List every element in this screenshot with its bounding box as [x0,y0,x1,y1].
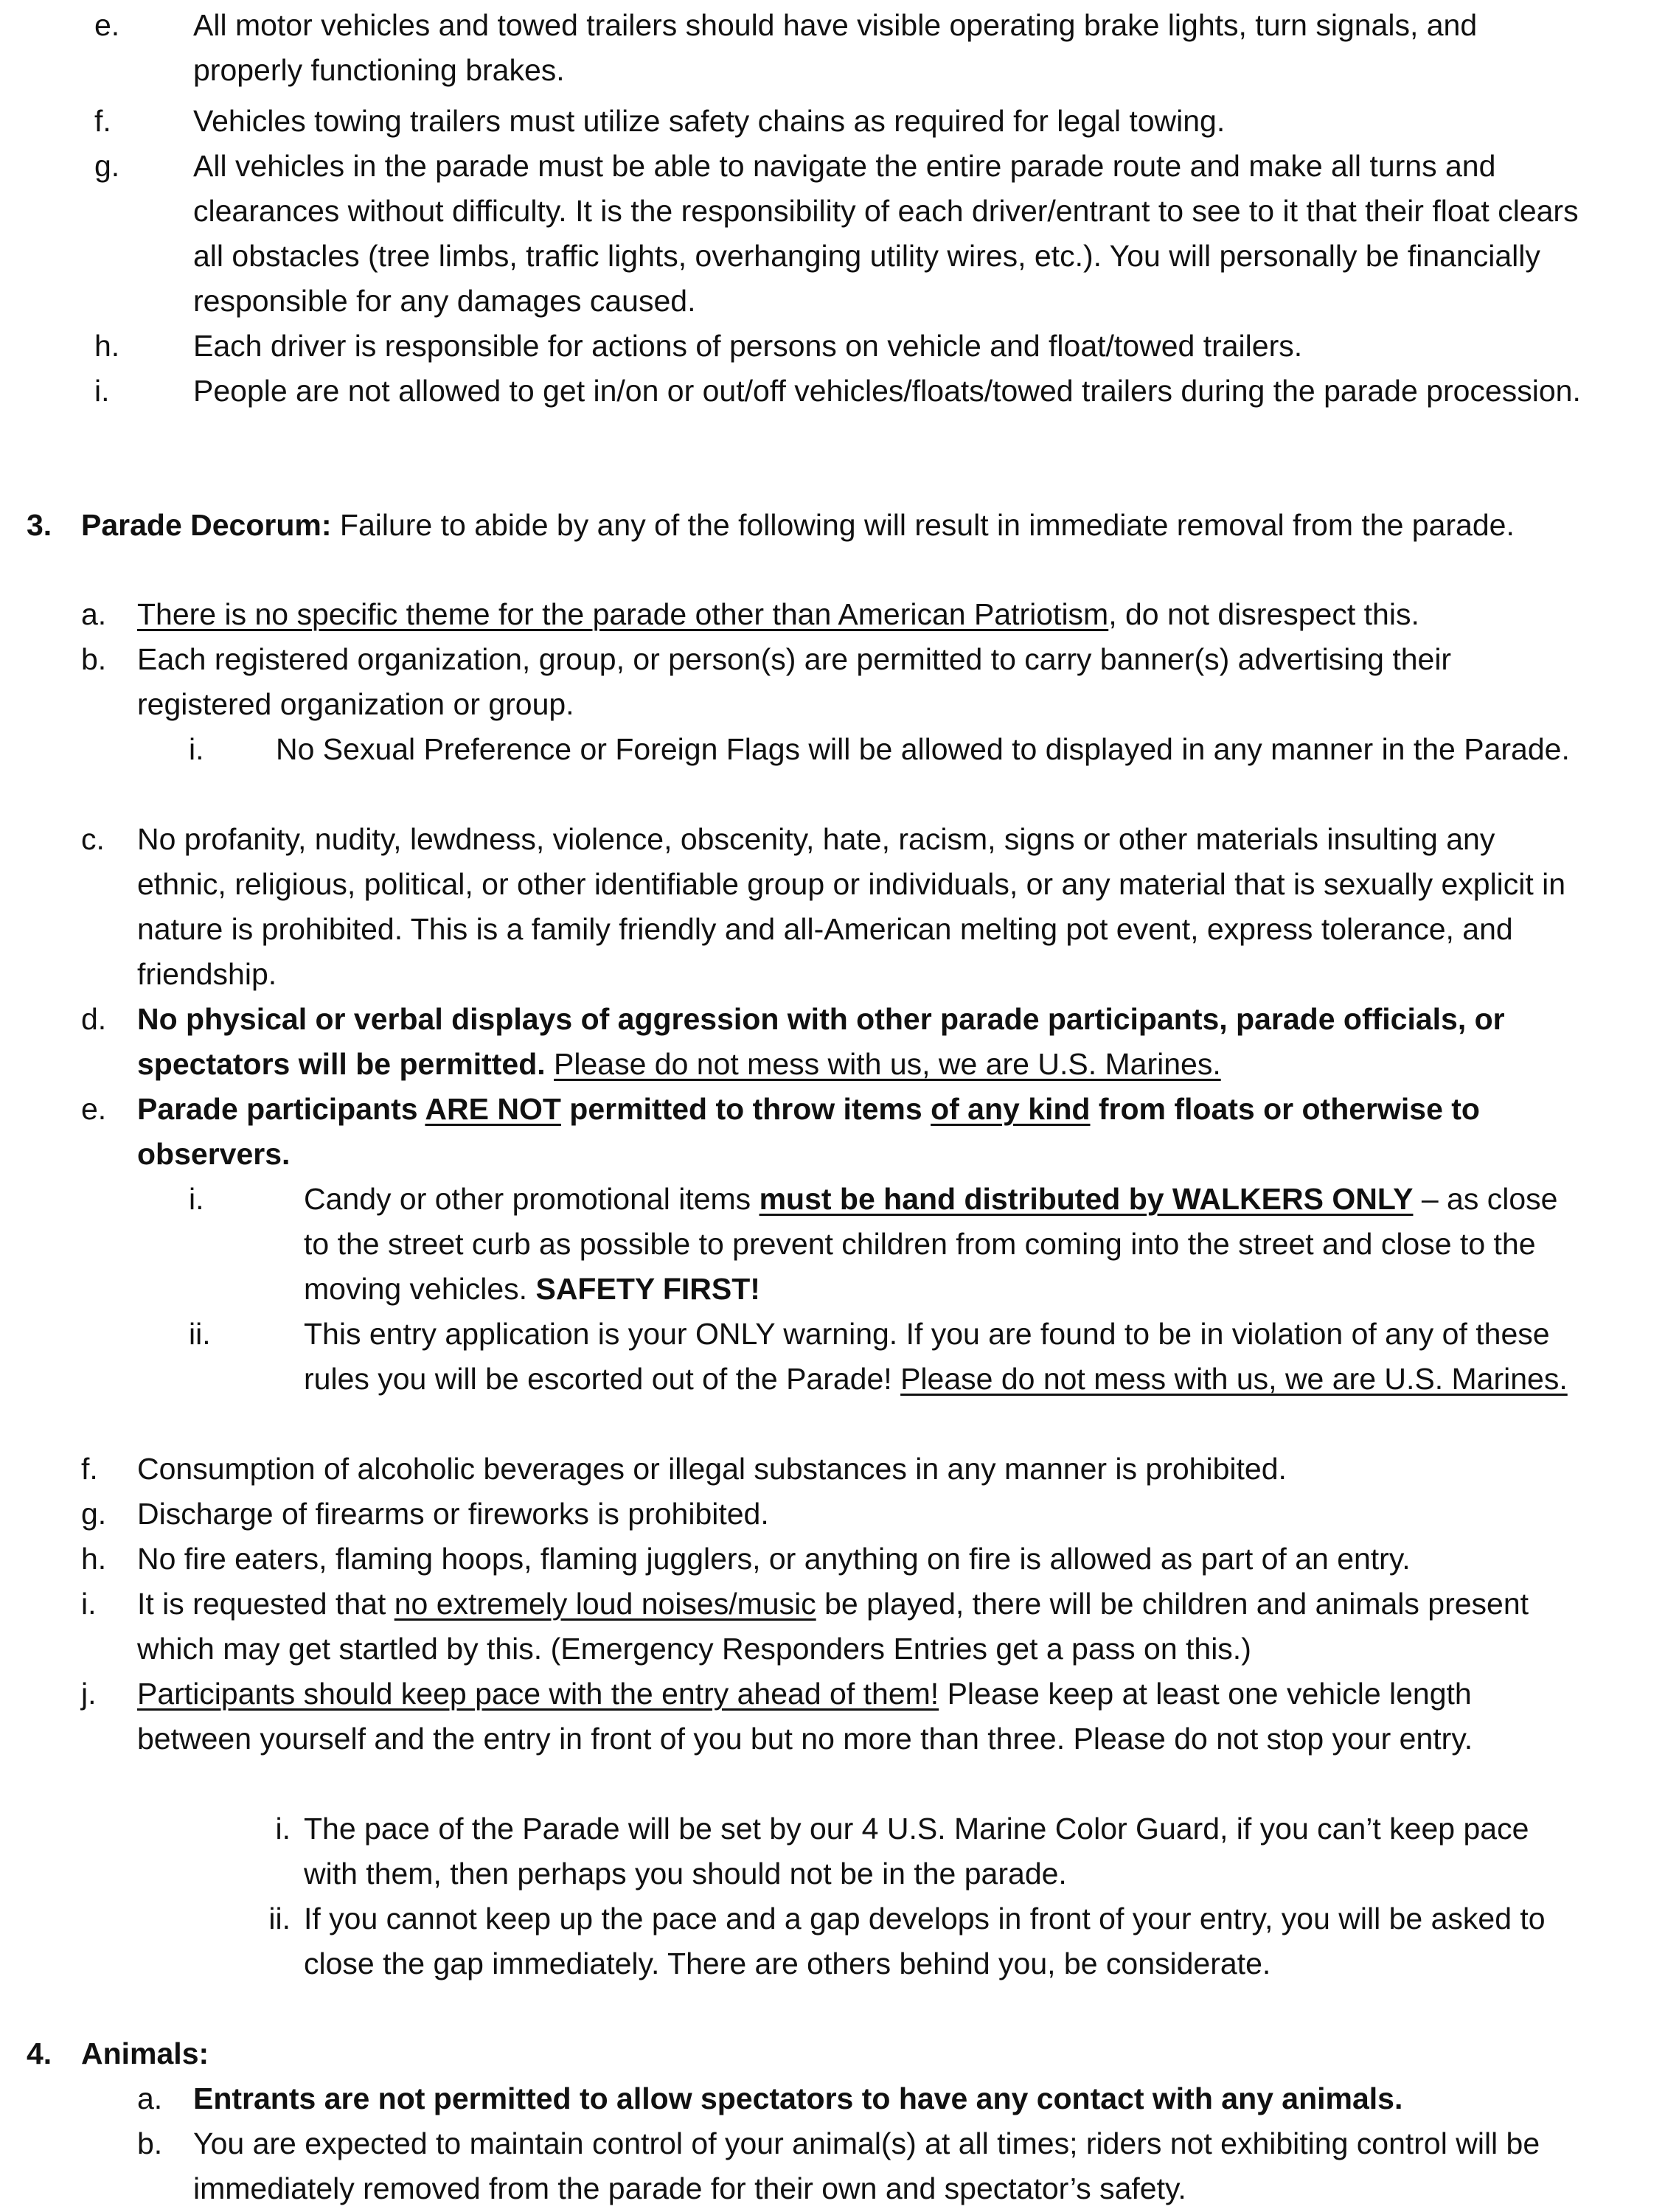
item-marker: h. [81,1542,107,1576]
item-marker: i. [275,1812,291,1846]
item-text: Candy or other promotional items [304,1182,759,1216]
item-text: It is requested that [137,1587,394,1621]
list-item [94,3,1584,93]
item-marker: j. [81,1677,97,1711]
item-text: – as close to the street curb as possible to prevent children from coming into the street and close to the moving vehicles. [304,1182,1558,1306]
underlined-text: Participants should keep pace with the entry ahead of them! [137,1677,939,1711]
section-title: Parade Decorum: [81,508,332,542]
bold-text: from floats or otherwise to observers. [137,1092,1480,1171]
list-item [81,1672,1584,1761]
list-item [81,1537,1584,1582]
item-text: No profanity, nudity, lewdness, violence, obscenity, hate, racism, signs or other materials insulting any ethnic, religious, political, or other identifiable group or individuals, or any material that is sexually explicit in nature is prohibited. This is a family friendly and all-American melting pot event, express tolerance, and friendship. [137,822,1566,991]
section-4-heading [27,2031,1584,2076]
item-text: The pace of the Parade will be set by our 4 U.S. Marine Color Guard, if you can’t keep pace with them, then perhaps you should not be in the parade. [304,1812,1529,1891]
item-marker: b. [81,642,107,676]
item-marker: i. [189,1182,204,1216]
item-marker: i. [189,732,204,766]
section-number: 3. [27,508,52,542]
item-marker: g. [81,1497,107,1531]
section-intro: Failure to abide by any of the following will result in immediate removal from the parade. [331,508,1515,542]
list-item [81,1087,1584,1177]
bold-text: SAFETY FIRST! [535,1272,760,1306]
item-marker: a. [81,597,107,631]
underlined-text: Please do not mess with us, we are U.S. Marines. [900,1362,1568,1396]
item-marker: i. [81,1587,97,1621]
item-marker: h. [94,329,120,363]
list-item [94,144,1584,324]
item-text: All vehicles in the parade must be able to navigate the entire parade route and make all turns and clearances without difficulty. It is the responsibility of each driver/entrant to see to it that their float clears all obstacles (tree limbs, traffic lights, overhanging utility wires, etc.). You will personally be financially responsible for any damages caused. [193,149,1579,318]
section-title: Animals: [81,2037,209,2070]
list-item [81,1447,1584,1492]
item-marker: ii. [268,1902,291,1935]
item-text: Entrants are not permitted to allow spectators to have any contact with any animals. [193,2081,1403,2115]
list-item [81,817,1584,997]
item-text: This entry application is your ONLY warning. If you are found to be in violation of any of these rules you will be escorted out of the Parade! [304,1317,1550,1396]
underlined-text: There is no specific theme for the parade other than American Patriotism [137,597,1109,631]
list-item [268,1896,1584,1986]
item-marker: f. [94,104,111,138]
item-marker: e. [81,1092,107,1126]
item-marker: e. [94,8,120,42]
item-text: Each driver is responsible for actions of persons on vehicle and float/towed trailers. [193,329,1303,363]
item-marker: ii. [189,1317,211,1351]
item-text: You are expected to maintain control of your animal(s) at all times; riders not exhibiting control will be immediately removed from the parade for their own and spectator’s safety. [193,2126,1540,2205]
item-text: People are not allowed to get in/on or out/off vehicles/floats/towed trailers during the parade procession. [193,374,1581,408]
bold-text: permitted to throw items [560,1092,931,1126]
item-text: Discharge of firearms or fireworks is prohibited. [137,1497,769,1531]
spacer [546,1047,554,1081]
underlined-text: Please do not mess with us, we are U.S. Marines. [554,1047,1221,1081]
underlined-bold-text: must be hand distributed by WALKERS ONLY [759,1182,1414,1216]
list-item [94,324,1584,369]
underlined-text: no extremely loud noises/music [394,1587,816,1621]
item-marker: i. [94,374,110,408]
list-item [81,1492,1584,1537]
list-item [94,99,1584,144]
list-item [189,727,1584,772]
list-item [189,1312,1584,1402]
bold-text: Parade participants [137,1092,425,1126]
item-marker: b. [137,2126,163,2160]
list-item [81,637,1584,727]
item-text: If you cannot keep up the pace and a gap develops in front of your entry, you will be asked to close the gap immediately. There are others behind you, be considerate. [304,1902,1546,1980]
section-number: 4. [27,2037,52,2070]
bold-text: No physical or verbal displays of aggression with other parade participants, parade officials, or spectators will be permitted. [137,1002,1505,1081]
section-3-heading [27,503,1584,548]
item-text: Vehicles towing trailers must utilize safety chains as required for legal towing. [193,104,1226,138]
list-item [189,1177,1584,1312]
list-item [275,1806,1584,1896]
item-marker: d. [81,1002,107,1036]
item-text: , do not disrespect this. [1108,597,1419,631]
list-item [81,592,1584,637]
item-text: Please keep at least one vehicle length between yourself and the entry in front of you but no more than three. Please do not stop your entry. [137,1677,1473,1756]
item-text: No Sexual Preference or Foreign Flags will be allowed to displayed in any manner in the Parade. [276,732,1570,766]
underlined-text: ARE NOT [425,1092,561,1126]
list-item [81,997,1584,1087]
list-item [94,369,1584,414]
list-item [137,2121,1584,2211]
item-text: Each registered organization, group, or person(s) are permitted to carry banner(s) advertising their registered organization or group. [137,642,1452,721]
list-item [81,1582,1584,1672]
list-item [137,2076,1584,2121]
item-marker: f. [81,1452,98,1486]
item-text: Consumption of alcoholic beverages or illegal substances in any manner is prohibited. [137,1452,1287,1486]
item-text: be played, there will be children and animals present which may get startled by this. (Emergency Responders Entries get a pass on this.) [137,1587,1529,1666]
item-marker: a. [137,2081,163,2115]
item-text: All motor vehicles and towed trailers should have visible operating brake lights, turn signals, and properly functioning brakes. [193,8,1478,87]
item-marker: c. [81,822,105,856]
underlined-text: of any kind [931,1092,1091,1126]
item-marker: g. [94,149,120,183]
item-text: No fire eaters, flaming hoops, flaming jugglers, or anything on fire is allowed as part of an entry. [137,1542,1411,1576]
